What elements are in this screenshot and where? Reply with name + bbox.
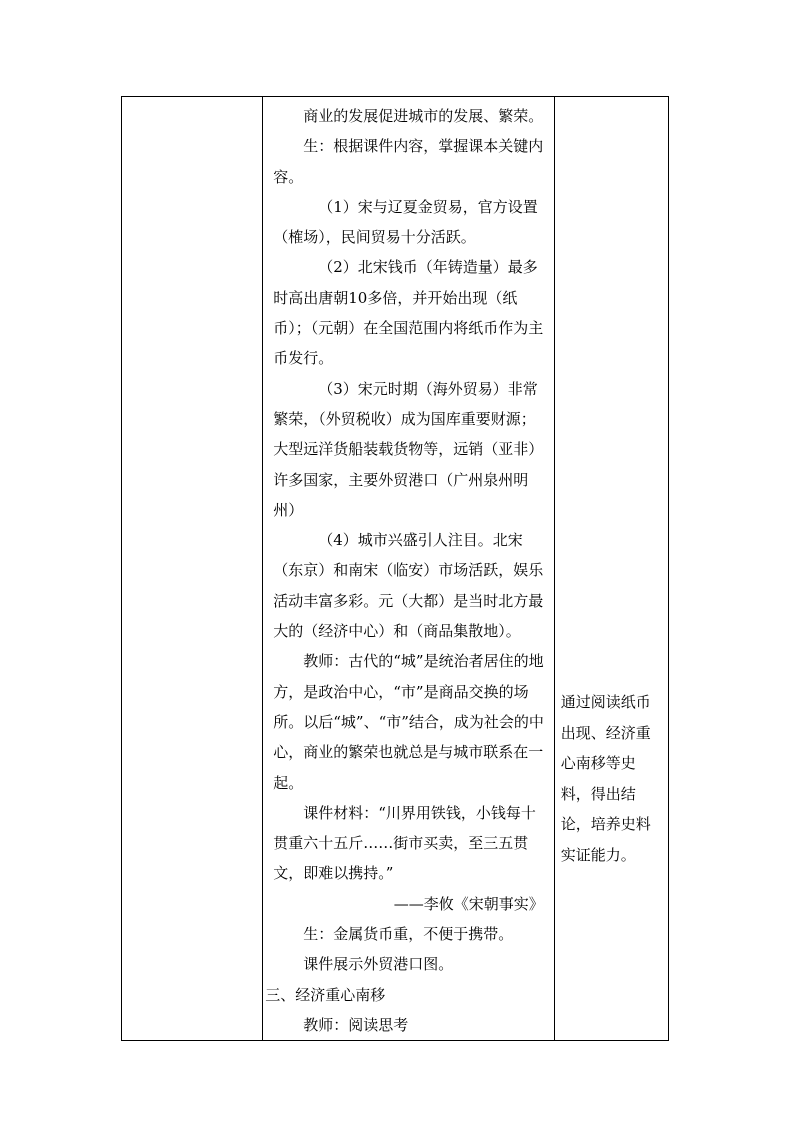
teaching-process-cell: [263, 97, 555, 1041]
paragraph-point-3: （3）宋元时期（海外贸易）非常繁荣，（外贸税收）成为国库重要财源；大型远洋货船装载货物等，远销（亚非）许多国家，主要外贸港口（广州泉州明州）: [273, 379, 544, 519]
design-intent-note: 通过阅读纸币出现、经济重心南移等史料，得出结论，培养史料实证能力。: [560, 693, 651, 864]
paragraph-point-1: （1）宋与辽夏金贸易，官方设置（榷场），民间贸易十分活跃。: [273, 197, 538, 247]
paragraph-point-4: （4）城市兴盛引人注目。北宋（东京）和南宋（临安）市场活跃，娱乐活动丰富多彩。元（大都）是当时北方最大的（经济中心）和（商品集散地）。: [273, 531, 544, 641]
paragraph-teacher-reading: 教师：阅读思考: [303, 1015, 409, 1034]
section-heading-economic-shift: 三、经济重心南移: [265, 985, 386, 1004]
paragraph-student-task: 生：根据课件内容，掌握课本关键内容。: [273, 137, 544, 186]
paragraph-source-citation: ——李攸《宋朝事实》: [393, 894, 544, 913]
paragraph-courseware-material: 课件材料：“川界用铁钱，小钱每十贯重六十五斤……街市买卖，至三五贯文，即难以携持。”: [273, 803, 536, 883]
paragraph-teacher-city: 教师：古代的“城”是统治者居住的地方，是政治中心，“市”是商品交换的场所。以后“城”、“市”结合，成为社会的中心，商业的繁荣也就总是与城市联系在一起。: [273, 652, 544, 792]
paragraph-show-port-map: 课件展示外贸港口图。: [303, 955, 454, 974]
paragraph-point-2: （2）北宋钱币（年铸造量）最多时高出唐朝10多倍，并开始出现（纸币）；（元朝）在全国范围内将纸币作为主币发行。: [273, 258, 544, 368]
lesson-plan-table: [121, 96, 669, 1041]
paragraph-student-answer: 生：金属货币重，不便于携带。: [303, 925, 514, 944]
paragraph-commerce-city: 商业的发展促进城市的发展、繁荣。: [303, 107, 544, 125]
design-intent-cell: [554, 97, 668, 1041]
left-column-cell: [122, 97, 263, 1041]
table-row: [122, 97, 669, 1041]
